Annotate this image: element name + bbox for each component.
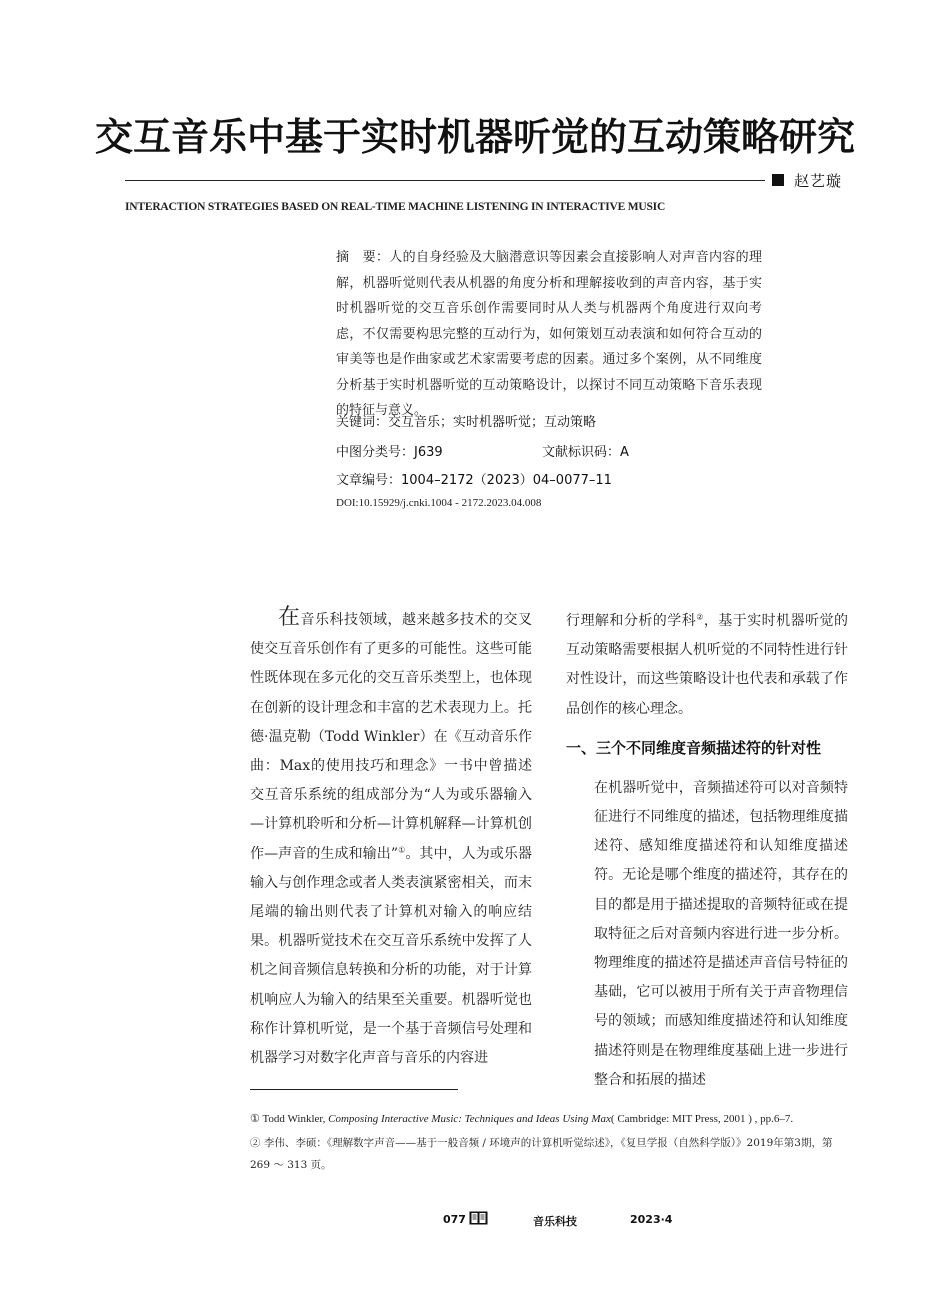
section-heading: 一、三个不同维度音频描述符的针对性 [566,738,822,757]
document-code-label: 文献标识码： [542,445,621,460]
english-title: INTERACTION STRATEGIES BASED ON REAL-TIME MACHINE LISTENING IN INTERACTIVE MUSIC [125,201,666,213]
author-name: 赵艺璇 [794,172,843,190]
abstract [336,245,762,424]
document-code-value: A [620,445,629,460]
author-marker-square [772,174,784,186]
footnote-ref-2[interactable]: ② [696,612,704,622]
page-number: 077 [443,1213,466,1226]
issue-number: 2023·4 [630,1213,673,1226]
paragraph-continuation: 行理解和分析的学科②，基于实时机器听觉的互动策略需要根据人机听觉的不同特性进行针对性设计，而这些策略设计也代表和承载了作品创作的核心理念。 [566,612,849,717]
footnote-1-mark: ① [250,1113,260,1125]
footnote-2 [250,1132,850,1176]
footnote-ref-1[interactable]: ① [398,844,406,854]
abstract-text: 人的自身经验及大脑潜意识等因素会直接影响人对声音内容的理解，机器听觉则代表从机器的角度分析和理解接收到的声音内容，基于实时机器听觉的交互音乐创作需要同时从人类与机器两个角度进行双向考虑，不仅需要构思完整的互动行为，如何策划互动表演和如何符合互动的审美等也是作曲家或艺术家需要考虑的因素。通过多个案例，从不同维度分析基于实时机器听觉的互动策略设计，以探讨不同互动策略下音乐表现的特征与意义。 [336,250,762,418]
keywords-text: 交互音乐；实时机器听觉；互动策略 [388,415,597,430]
title-rule [125,180,765,181]
book-icon [469,1211,488,1225]
body-column-left [250,603,532,1073]
section-paragraph: 在机器听觉中，音频描述符可以对音频特征进行不同维度的描述，包括物理维度描述符、感知维度描述符和认知维度描述符。无论是哪个维度的描述符，其存在的目的都是用于描述提取的音频特征或在提取特征之后对音频内容进行进一步分析。物理维度的描述符是描述声音信号特征的基础，它可以被用于所有关于声音物理信号的领域；而感知维度描述符和认知维度描述符则是在物理维度基础上进一步进行整合和拓展的描述 [594,779,848,1088]
dropcap: 在 [278,605,301,630]
footnote-1: ① Todd Winkler, Composing Interactive Music: Techniques and Ideas Using Max( Cambridge: MIT Press, 2001 ) , pp.6–7. [250,1113,794,1125]
paragraph-intro: 音乐科技领域，越来越多技术的交叉使交互音乐创作有了更多的可能性。这些可能性既体现在多元化的交互音乐类型上，也体现在创新的设计理念和丰富的艺术表现力上。托德·温克勒（Todd Winkler）在《互动音乐作曲：Max的使用技巧和理念》一书中曾描述交互音乐系统的组成部分为“人为或乐器输入—计算机聆听和分析—计算机解释—计算机创作—声音的生成和输出” [250,612,532,862]
footnote-2-text: 李伟、李硕：《理解数字声音——基于一般音频 / 环境声的计算机听觉综述》，《复旦学报（自然科学版）》2019年第3期，第 269 ～ 313 页。 [250,1137,833,1171]
footnote-rule [250,1089,458,1090]
paragraph-intro-continued: 。其中，人为或乐器输入与创作理念或者人类表演紧密相关，而末尾端的输出则代表了计算机对输入的响应结果。机器听觉技术在交互音乐系统中发挥了人机之间音频信息转换和分析的功能，对于计算机响应人为输入的结果至关重要。机器听觉也称作计算机听觉，是一个基于音频信号处理和机器学习对数字化声音与音乐的内容进 [250,845,533,1067]
classification-line [336,441,443,460]
keywords [336,411,596,430]
article-number-value: 1004–2172（2023）04–0077–11 [401,473,612,488]
classification-label: 中图分类号： [336,445,415,460]
classification-value: J639 [414,445,443,460]
journal-name: 音乐科技 [533,1215,577,1228]
document-code [542,441,629,460]
article-number-label: 文章编号： [336,473,402,488]
footnote-2-mark: ② [250,1137,261,1149]
abstract-label: 摘 要： [336,250,390,265]
keywords-label: 关键词： [336,415,389,430]
article-number [336,469,612,488]
footnote-1-book-title: Composing Interactive Music: Techniques and Ideas Using Max [328,1113,611,1125]
page-title: 交互音乐中基于实时机器听觉的互动策略研究 [94,115,855,159]
body-column-right [566,607,848,1095]
doi: DOI:10.15929/j.cnki.1004 - 2172.2023.04.008 [336,497,542,509]
